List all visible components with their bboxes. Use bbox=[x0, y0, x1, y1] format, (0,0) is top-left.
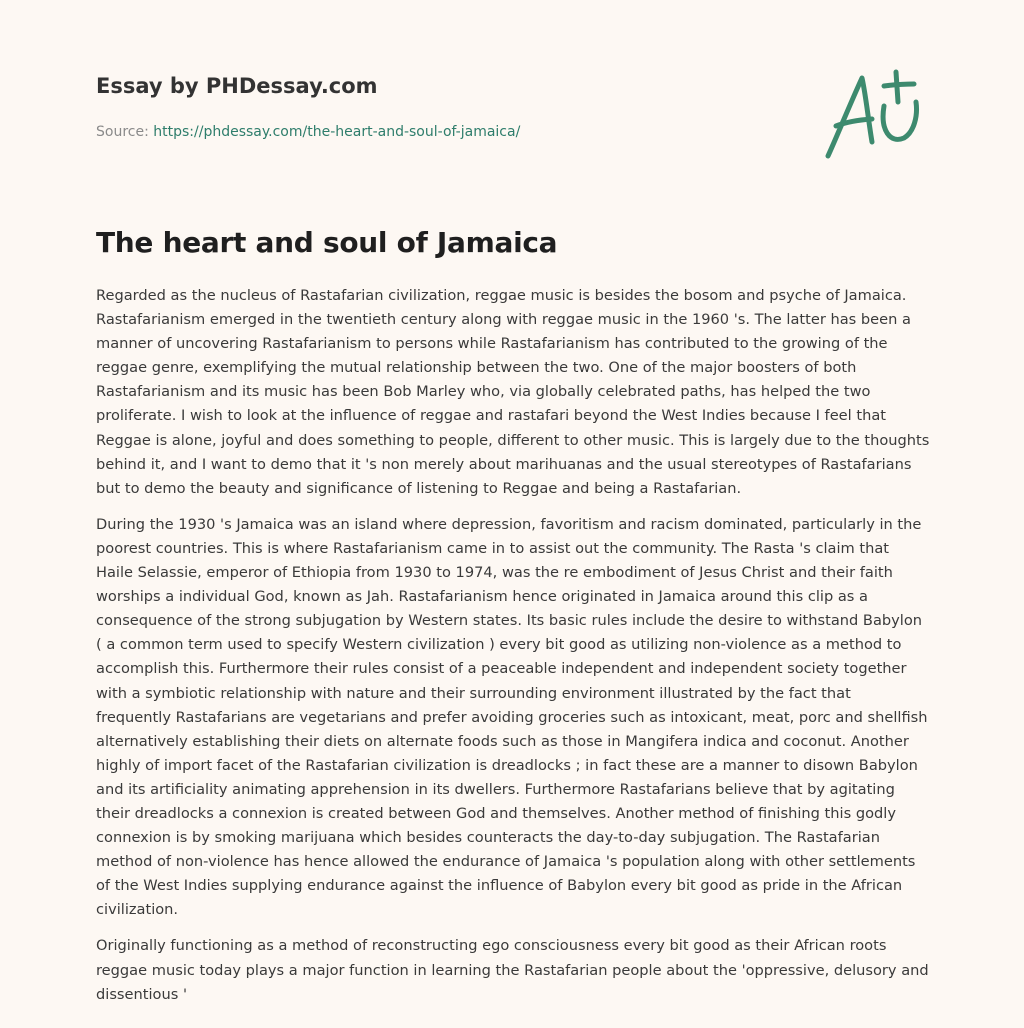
source-line bbox=[96, 124, 520, 140]
a-plus-logo-icon bbox=[822, 68, 932, 164]
site-header bbox=[96, 74, 928, 98]
essay-body bbox=[96, 284, 930, 1019]
site-title: Essay by PHDessay.com bbox=[96, 74, 378, 98]
essay-paragraph: Originally functioning as a method of reconstructing ego consciousness every bit good as their African roots reggae music today plays a major function in learning the Rastafarian people about the 'oppressive, delusory and dissentious ' bbox=[96, 937, 929, 1003]
source-link[interactable]: https://phdessay.com/the-heart-and-soul-of-jamaica/ bbox=[153, 124, 521, 140]
essay-paragraph: During the 1930 's Jamaica was an island where depression, favoritism and racism dominated, particularly in the poorest countries. This is where Rastafarianism came in to assist out the community. The Rasta 's claim that Haile Selassie, emperor of Ethiopia from 1930 to 1974, was the re embodiment of Jesus Christ and their faith worships a individual God, known as Jah. Rastafarianism hence originated in Jamaica around this clip as a consequence of the strong subjugation by Western states. Its basic rules include the desire to withstand Babylon ( a common term used to specify Western civilization ) every bit good as utilizing non-violence as a method to accomplish this. Furthermore their rules consist of a peaceable independent and independent society together with a symbiotic relationship with nature and their surrounding environment illustrated by the fact that frequently Rastafarians are vegetarians and prefer avoiding groceries such as intoxicant, meat, porc and shellfish alternatively establishing their diets on alternate foods such as those in Mangifera indica and coconut. Another highly of import facet of the Rastafarian civilization is dreadlocks ; in fact these are a manner to disown Babylon and its artificiality animating apprehension in its dwellers. Furthermore Rastafarians believe that by agitating their dreadlocks a connexion is created between God and themselves. Another method of finishing this godly connexion is by smoking marijuana which besides counteracts the day-to-day subjugation. The Rastafarian method of non-violence has hence allowed the endurance of Jamaica 's population along with other settlements of the West Indies supplying endurance against the influence of Babylon every bit good as pride in the African civilization. bbox=[96, 515, 928, 919]
essay-title: The heart and soul of Jamaica bbox=[96, 226, 558, 259]
source-label: Source: bbox=[96, 124, 149, 140]
essay-paragraph: Regarded as the nucleus of Rastafarian civilization, reggae music is besides the bosom and psyche of Jamaica. Rastafarianism emerged in the twentieth century along with reggae music in the 1960 's. The latter has been a manner of uncovering Rastafarianism to persons while Rastafarianism has contributed to the growing of the reggae genre, exemplifying the mutual relationship between the two. One of the major boosters of both Rastafarianism and its music has been Bob Marley who, via globally celebrated paths, has helped the two proliferate. I wish to look at the influence of reggae and rastafari beyond the West Indies because I feel that Reggae is alone, joyful and does something to people, different to other music. This is largely due to the thoughts behind it, and I want to demo that it 's non merely about marihuanas and the usual stereotypes of Rastafarians but to demo the beauty and significance of listening to Reggae and being a Rastafarian. bbox=[96, 287, 930, 497]
